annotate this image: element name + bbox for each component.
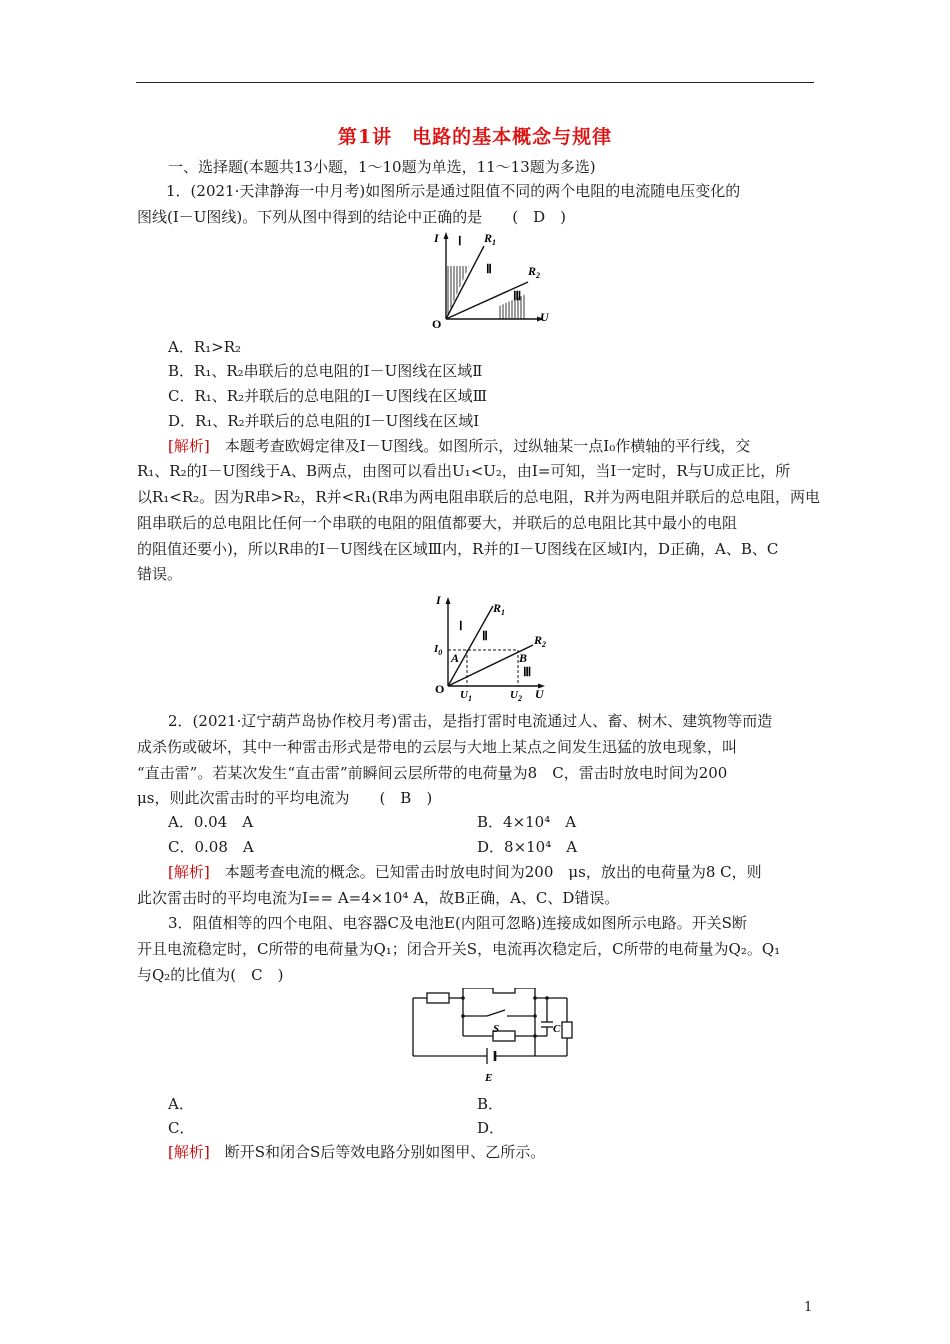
q1-analysis-graph <box>423 590 558 702</box>
fig2-axis-u: U <box>535 687 544 701</box>
q3-analysis-line: [解析] 断开S和闭合S后等效电路分别如图甲、乙所示。 <box>168 1143 546 1161</box>
fig1-r2-sub: 2 <box>536 271 541 280</box>
page-number: 1 <box>804 1300 813 1315</box>
fig2-region-2: Ⅱ <box>482 629 488 643</box>
q2-analysis-line2: 此次雷击时的平均电流为I== A=4×10⁴ A，故B正确，A、C、D错误。 <box>137 889 620 907</box>
fig2-origin: O <box>435 682 445 696</box>
q2-stem-line3: “直击雷”。若某次发生“直击雷”前瞬间云层所带的电荷量为8 C，雷击时放电时间为200 <box>137 764 728 782</box>
fig2-point-a: A <box>451 651 460 665</box>
q3-stem-line1: 3．阻值相等的四个电阻、电容器C及电池E(内阻可忽略)连接成如图所示电路。开关S断 <box>168 914 747 932</box>
circuit-battery-label: E <box>485 1072 493 1084</box>
q3-option-a: A． <box>168 1095 194 1113</box>
fig1-region-1: Ⅰ <box>458 234 462 248</box>
page-title: 第1讲 电路的基本概念与规律 <box>337 126 613 148</box>
fig2-i0-sub: 0 <box>438 648 443 657</box>
q1-analysis-line4: 阻串联后的总电阻比任何一个串联的电阻的阻值都要大，并联后的总电阻比其中最小的电阻 <box>137 514 738 532</box>
q2-stem-line2: 成杀伤或破坏，其中一种雷击形式是带电的云层与大地上某点之间发生迅猛的放电现象，叫 <box>137 738 738 756</box>
q2-option-d: D．8×10⁴ A <box>477 838 578 856</box>
q1-analysis-line3: 以R₁<R₂。因为R串>R₂，R并<R₁(R串为两电阻串联后的总电阻，R并为两电阻并联后的总电阻，两电 <box>137 488 820 506</box>
q3-option-b: B． <box>477 1095 504 1113</box>
fig2-u1-label: U <box>460 689 468 701</box>
fig1-axis-u: U <box>540 310 549 324</box>
q1-analysis-line2: R₁、R₂的I－U图线于A、B两点，由图可以看出U₁<U₂，由I=可知，当I一定时，R与U成正比，所 <box>137 462 791 480</box>
fig2-u2-label: U <box>510 689 518 701</box>
q3-stem-line2: 开且电流稳定时，C所带的电荷量为Q₁；闭合开关S，电流再次稳定后，C所带的电荷量为Q₂。Q₁ <box>137 940 781 958</box>
fig1-r1-label: R <box>484 231 493 245</box>
fig2-point-b: B <box>519 651 528 665</box>
section-heading: 一、选择题(本题共13小题，1～10题为单选，11～13题为多选) <box>168 158 596 176</box>
svg-text:U2 <box>510 689 522 702</box>
fig2-u1-sub: 1 <box>467 694 472 702</box>
q1-analysis-line1: [解析] 本题考查欧姆定律及I－U图线。如图所示，过纵轴某一点I₀作横轴的平行线，交 <box>168 437 751 455</box>
q1-option-d: D．R₁、R₂并联后的总电阻的I－U图线在区域Ⅰ <box>168 412 480 430</box>
q1-iu-graph <box>428 228 558 330</box>
q1-stem-line1: 1．(2021·天津静海一中月考)如图所示是通过阻值不同的两个电阻的电流随电压变化的 <box>166 182 741 200</box>
circuit-capacitor-label: C <box>553 1023 561 1035</box>
fig1-origin: O <box>432 317 442 330</box>
q1-option-a: A．R₁>R₂ <box>168 338 242 356</box>
q1-stem-line2: 图线(I－U图线)。下列从图中得到的结论中正确的是 ( D ) <box>137 208 567 226</box>
circuit-switch-label: S <box>493 1023 500 1035</box>
q2-stem-line4: μs，则此次雷击时的平均电流为 ( B ) <box>137 789 433 807</box>
fig1-axis-i: I <box>434 231 439 245</box>
q2-stem-line1: 2．(2021·辽宁葫芦岛协作校月考)雷击，是指打雷时电流通过人、畜、树木、建筑物等而造 <box>168 712 773 730</box>
q1-analysis-line6: 错误。 <box>137 565 183 583</box>
q2-option-a: A．0.04 A <box>168 813 254 831</box>
q2-option-c: C．0.08 A <box>168 838 254 856</box>
q3-stem-line3: 与Q₂的比值为( C ) <box>137 966 284 984</box>
fig1-region-2: Ⅱ <box>486 262 492 276</box>
svg-text:R1 <box>492 601 505 617</box>
svg-text:U1 <box>460 689 472 702</box>
fig2-r2-sub: 2 <box>542 640 547 649</box>
header-rule <box>136 82 814 83</box>
fig2-region-1: Ⅰ <box>459 619 463 633</box>
fig1-r1-sub: 1 <box>492 238 497 247</box>
fig1-region-3: Ⅲ <box>513 289 522 303</box>
q3-circuit-diagram <box>405 988 585 1088</box>
fig2-u2-sub: 2 <box>517 694 522 702</box>
q3-option-c: C． <box>168 1119 195 1137</box>
q1-option-b: B．R₁、R₂串联后的总电阻的I－U图线在区域Ⅱ <box>168 362 483 380</box>
fig2-r1-sub: 1 <box>501 608 506 617</box>
fig1-r2-label: R <box>528 264 537 278</box>
q1-analysis-tag: [解析] <box>168 437 210 455</box>
q2-option-b: B．4×10⁴ A <box>477 813 577 831</box>
svg-text:R2 <box>533 633 546 649</box>
q2-analysis-line1: [解析] 本题考查电流的概念。已知雷击时放电时间为200 μs，放出的电荷量为8 C，则 <box>168 863 762 881</box>
svg-text:R2 <box>527 264 540 280</box>
fig2-axis-i: I <box>436 593 441 607</box>
svg-text:R1 <box>483 231 496 247</box>
q3-option-d: D． <box>477 1119 505 1137</box>
q3-analysis-tag: [解析] <box>168 1143 210 1161</box>
fig2-i0-label: I <box>434 643 439 655</box>
fig2-region-3: Ⅲ <box>523 665 532 679</box>
fig2-r1-label: R <box>493 601 502 615</box>
fig2-r2-label: R <box>534 633 543 647</box>
q1-option-c: C．R₁、R₂并联后的总电阻的I－U图线在区域Ⅲ <box>168 387 488 405</box>
svg-text:I0 <box>433 643 442 657</box>
q1-analysis-line5: 的阻值还要小)，所以R串的I－U图线在区域Ⅲ内，R并的I－U图线在区域Ⅰ内，D正确，A、B、C <box>137 540 779 558</box>
q2-analysis-tag: [解析] <box>168 863 210 881</box>
